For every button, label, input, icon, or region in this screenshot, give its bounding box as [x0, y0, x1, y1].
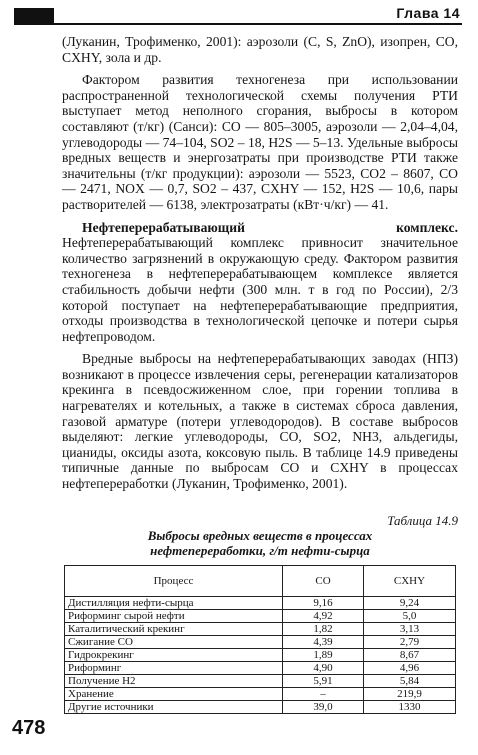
- table-row: [65, 675, 456, 688]
- table-header-row: [65, 566, 456, 597]
- co-cell: 4,39: [283, 636, 364, 649]
- paragraph-2: Фактором развития техногенеза при использовании распространенной технологической схемы получения РТИ выступает метод неполного сгорания, выбросы в котором составляют (т/кг) (Санси): СО — 805–3005, аэрозоли — 2,04–4,04, углеводороды — 74–104, SO2 – 18, H2S — 5–13. Удельные выбросы вредных веществ и энергозатраты при производстве РТИ также значительны (т/кг продукции): аэрозоли — 5523, СО2 – 8607, СО — 2471, NOX — 0,7, SO2 – 437, CXHY — 152, H2S — 10,6, пары растворителей — 6138, электрозатраты (кВт·ч/кг) — 41.: [62, 72, 458, 212]
- table-number: Таблица 14.9: [387, 513, 458, 528]
- header-co: СО: [283, 566, 364, 597]
- body-text: [62, 34, 458, 499]
- table-row: [65, 610, 456, 623]
- table-row: [65, 688, 456, 701]
- cxhy-cell: 5,0: [364, 610, 456, 623]
- process-cell: Получение H2: [65, 675, 283, 688]
- table-row: [65, 636, 456, 649]
- co-cell: 9,16: [283, 597, 364, 610]
- header-cxhy: CXHY: [364, 566, 456, 597]
- process-cell: Другие источники: [65, 701, 283, 714]
- table-row: [65, 649, 456, 662]
- cxhy-cell: 9,24: [364, 597, 456, 610]
- co-cell: 5,91: [283, 675, 364, 688]
- header-rule: [54, 23, 462, 25]
- header-bar: [14, 8, 54, 25]
- cxhy-cell: 4,96: [364, 662, 456, 675]
- cxhy-cell: 1330: [364, 701, 456, 714]
- table-caption: [62, 528, 458, 558]
- process-cell: Гидрокрекинг: [65, 649, 283, 662]
- cxhy-cell: 3,13: [364, 623, 456, 636]
- cxhy-cell: 2,79: [364, 636, 456, 649]
- cxhy-cell: 8,67: [364, 649, 456, 662]
- co-cell: 39,0: [283, 701, 364, 714]
- section-heading: Нефтеперерабатывающий комплекс.: [82, 219, 458, 235]
- page-number: 478: [12, 717, 46, 739]
- table-caption-line-2: нефтепереработки, г/т нефти-сырца: [150, 543, 370, 558]
- chapter-title: Глава 14: [396, 5, 460, 21]
- process-cell: Риформинг: [65, 662, 283, 675]
- paragraph-4: Вредные выбросы на нефтеперерабатывающих заводах (НПЗ) возникают в процессе извлечения серы, регенерации катализаторов крекинга в псевдосжиженном слое, при горении топлива в нагревателях и котельных, а также в системах сброса давления, газовой арматуре (потери углеводородов). В составе выбросов выделяют: легкие углеводороды, СО, SO2, NH3, альдегиды, цианиды, оксиды азота, коксовую пыль. В таблице 14.9 приведены типичные данные по выбросам СО и CXHY в процессах нефтепереработки (Луканин, Трофименко, 2001).: [62, 351, 458, 492]
- table-caption-line-1: Выбросы вредных веществ в процессах: [147, 528, 373, 543]
- header-process: Процесс: [65, 566, 283, 597]
- process-cell: Каталитический крекинг: [65, 623, 283, 636]
- co-cell: –: [283, 688, 364, 701]
- process-cell: Сжигание СО: [65, 636, 283, 649]
- process-cell: Хранение: [65, 688, 283, 701]
- co-cell: 4,90: [283, 662, 364, 675]
- cxhy-cell: 5,84: [364, 675, 456, 688]
- co-cell: 1,89: [283, 649, 364, 662]
- cxhy-cell: 219,9: [364, 688, 456, 701]
- co-cell: 4,92: [283, 610, 364, 623]
- table-row: [65, 701, 456, 714]
- table-row: [65, 623, 456, 636]
- table-row: [65, 597, 456, 610]
- paragraph-3-text: Нефтеперерабатывающий комплекс привносит значительное количество загрязнений в окружающую среду. Фактором развития техногенеза в нефтеперерабатывающем комплексе является стабильность добычи нефти (300 млн. т в год по России), 2/3 которой поступает на нефтеперерабатывающие предприятия, отходы производства в технологической цепочке и потери сырья нефтепроводом.: [62, 235, 458, 344]
- emissions-table: [64, 565, 456, 714]
- paragraph-1: (Луканин, Трофименко, 2001): аэрозоли (С, S, ZnO), изопрен, СО, CXHY, зола и др.: [62, 34, 458, 65]
- process-cell: Дистилляция нефти-сырца: [65, 597, 283, 610]
- table-row: [65, 662, 456, 675]
- co-cell: 1,82: [283, 623, 364, 636]
- paragraph-3: [62, 220, 458, 345]
- process-cell: Риформинг сырой нефти: [65, 610, 283, 623]
